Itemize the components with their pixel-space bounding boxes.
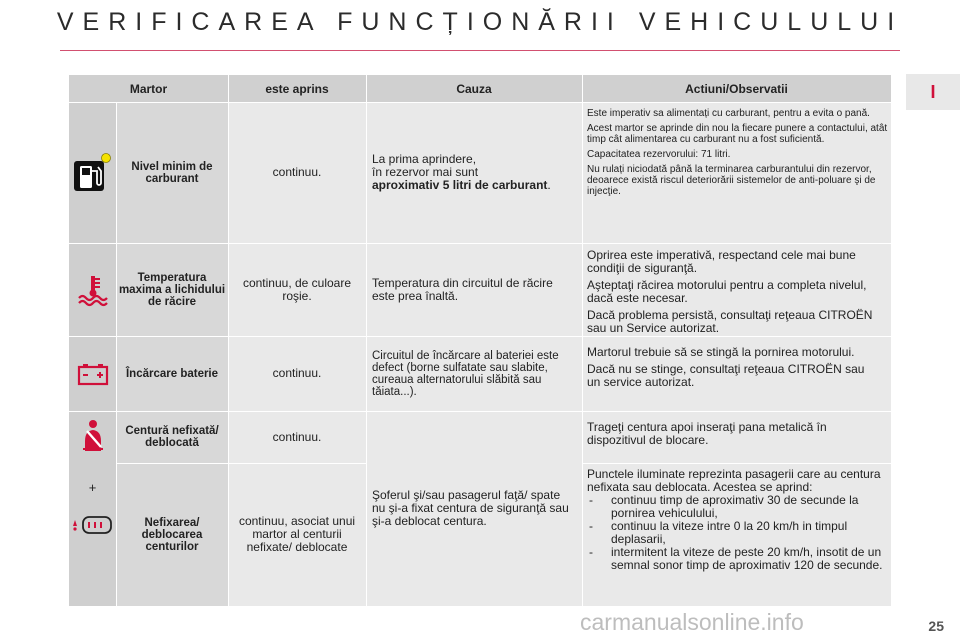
temp-actions bbox=[582, 243, 891, 336]
rear-belts-list bbox=[587, 494, 883, 572]
page-title: VERIFICAREA FUNCȚIONĂRII VEHICULULUI bbox=[56, 8, 904, 36]
header-martor: Martor bbox=[69, 75, 228, 102]
battery-actions bbox=[582, 336, 891, 411]
header-cauza: Cauza bbox=[366, 75, 582, 102]
header-actiuni: Actiuni/Observatii bbox=[582, 75, 891, 102]
temp-state: continuu, de culoare roşie. bbox=[228, 243, 366, 336]
grid-line bbox=[69, 411, 891, 412]
coolant-temperature-icon bbox=[76, 273, 110, 307]
header-este-aprins: este aprins bbox=[228, 75, 366, 102]
battery-icon-cell bbox=[69, 336, 116, 411]
fuel-cause-line1: La prima aprindere, bbox=[372, 152, 477, 166]
list-item: - continuu timp de aproximativ 30 de secunde la pornirea vehiculului, bbox=[587, 494, 883, 520]
grid-line bbox=[582, 463, 891, 464]
battery-icon bbox=[76, 361, 110, 387]
list-item: - continuu la viteze intre 0 la 20 km/h in timpul deplasarii, bbox=[587, 520, 883, 546]
temp-cause: Temperatura din circuitul de răcire este prea înaltă. bbox=[366, 243, 582, 336]
grid-line bbox=[116, 102, 117, 606]
chapter-tab[interactable]: I bbox=[906, 74, 960, 110]
seatbelt-action: Trageţi centura apoi inseraţi pana metalică în dispozitivul de blocare. bbox=[582, 411, 891, 463]
temp-icon-cell bbox=[69, 243, 116, 336]
fuel-action-3: Capacitatea rezervorului: 71 litri. bbox=[587, 149, 731, 160]
rear-seatbelts-display-icon bbox=[71, 514, 115, 536]
fuel-name: Nivel minim de carburant bbox=[116, 102, 228, 243]
fuel-cause-line2: în rezervor mai sunt bbox=[372, 165, 479, 179]
warning-lights-table bbox=[69, 75, 891, 606]
temp-name: Temperatura maxima a lichidului de răcire bbox=[116, 243, 228, 336]
fuel-icon-cell bbox=[69, 102, 116, 243]
fuel-cause bbox=[366, 102, 582, 243]
temp-action-2: Aşteptaţi răcirea motorului pentru a completa nivelul, dacă este necesar. bbox=[587, 278, 867, 305]
battery-action-2: Dacă nu se stinge, consultaţi reţeaua CITROËN sau un service autorizat. bbox=[587, 362, 865, 389]
grid-line bbox=[69, 102, 891, 103]
fuel-actions bbox=[582, 102, 891, 243]
battery-name: Încărcare baterie bbox=[116, 336, 228, 411]
seatbelt-cause: Şoferul şi/sau pasagerul faţă/ spate nu şi-a fixat centura de siguranţă sau şi-a deblocat centura. bbox=[366, 411, 582, 606]
battery-action-1: Martorul trebuie să se stingă la pornirea motorului. bbox=[587, 345, 855, 359]
title-divider bbox=[60, 50, 900, 51]
fuel-cause-end: . bbox=[547, 178, 551, 192]
battery-state: continuu. bbox=[228, 336, 366, 411]
rear-belts-actions bbox=[582, 463, 891, 606]
fuel-action-1: Este imperativ sa alimentați cu carburant, pentru a evita o pană. bbox=[587, 108, 870, 119]
plus-sign: + bbox=[88, 480, 97, 495]
grid-line bbox=[366, 75, 367, 606]
grid-line bbox=[69, 243, 891, 244]
fuel-action-4: Nu rulați niciodată până la terminarea carburantului din rezervor, deoarece există riscul deteriorării sistemelor de anti-poluare şi de injecţie. bbox=[587, 164, 876, 197]
watermark: carmanualsonline.info bbox=[580, 609, 804, 635]
list-item: - intermitent la viteze de peste 20 km/h, insotit de un semnal sonor timp de aproximativ 120 de secunde. bbox=[587, 546, 883, 572]
rear-belts-intro: Punctele iluminate reprezinta pasagerii care au centura nefixata sau deblocata. Acestea se aprind: bbox=[587, 467, 881, 494]
fuel-pump-icon bbox=[72, 151, 114, 195]
page-number: 25 bbox=[928, 618, 944, 634]
fuel-cause-bold: aproximativ 5 litri de carburant bbox=[372, 178, 548, 192]
fuel-state: continuu. bbox=[228, 102, 366, 243]
fuel-action-2: Acest martor se aprinde din nou la fiecare punere a contactului, atât timp cât alimentarea cu carburant nu a fost suficientă. bbox=[587, 123, 888, 145]
seatbelt-name: Centură nefixată/ deblocată bbox=[116, 411, 228, 463]
grid-line bbox=[582, 75, 583, 606]
grid-line bbox=[228, 75, 229, 606]
seatbelt-icon-cell bbox=[69, 411, 116, 606]
temp-action-3: Dacă problema persistă, consultaţi reţeaua CITROËN sau un Service autorizat. bbox=[587, 308, 873, 335]
grid-line bbox=[116, 463, 366, 464]
rear-belts-name: Nefixarea/ deblocarea centurilor bbox=[116, 463, 228, 606]
rear-belts-state: continuu, asociat unui martor al centurii nefixate/ deblocate bbox=[228, 463, 366, 606]
seatbelt-state: continuu. bbox=[228, 411, 366, 463]
grid-line bbox=[69, 336, 891, 337]
battery-cause: Circuitul de încărcare al bateriei este defect (borne sulfatate sau slabite, cureaua alternatorului slăbită sau tăiata...). bbox=[366, 336, 582, 411]
seatbelt-icon bbox=[79, 419, 107, 453]
temp-action-1: Oprirea este imperativă, respectand cele mai bune condiţii de siguranţă. bbox=[587, 248, 856, 275]
